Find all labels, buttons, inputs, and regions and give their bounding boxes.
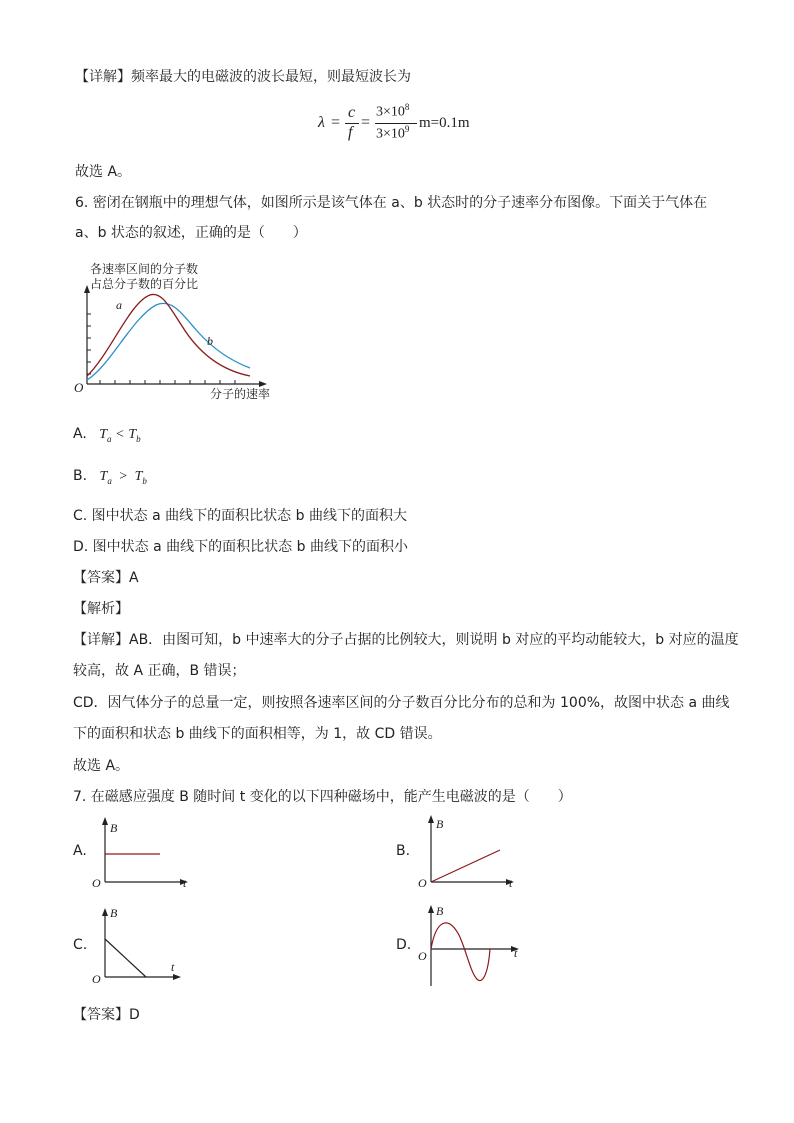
formula-eq2: = bbox=[361, 114, 371, 131]
svg-text:B: B bbox=[436, 904, 444, 918]
conclusion-1: 故选 A。 bbox=[75, 164, 132, 180]
formula-numerator: $3\times 10^8$ bbox=[376, 102, 410, 120]
q6-detail-line2: 较高，故 A 正确，B 错误； bbox=[73, 663, 246, 679]
q6-option-d: D. 图中状态 a 曲线下的面积比状态 b 曲线下的面积小 bbox=[73, 539, 408, 555]
formula-denominator: $3\times 10^9$ bbox=[376, 124, 410, 142]
svg-text:O: O bbox=[92, 876, 101, 890]
formula-eq1: = bbox=[331, 114, 341, 131]
q6-option-c: C. 图中状态 a 曲线下的面积比状态 b 曲线下的面积大 bbox=[73, 508, 407, 524]
wavelength-formula bbox=[318, 102, 488, 146]
svg-text:O: O bbox=[418, 949, 427, 963]
formula-c: c bbox=[348, 104, 356, 121]
q6-curve-b bbox=[87, 303, 250, 380]
q6-xlabel: 分子的速率 bbox=[210, 387, 271, 401]
q7-option-b-label: B. bbox=[396, 843, 411, 859]
svg-text:B: B bbox=[110, 906, 118, 920]
q6-origin: O bbox=[74, 380, 84, 395]
q7-graph-d bbox=[414, 900, 529, 990]
detail-text: 频率最大的电磁波的波长最短，则最短波长为 bbox=[131, 69, 411, 85]
q7-b-line bbox=[431, 850, 500, 882]
svg-text:t: t bbox=[509, 876, 513, 890]
q7-option-a-label: A. bbox=[73, 843, 87, 859]
q7-d-sine bbox=[431, 923, 490, 981]
q6-option-a: A. $T_a < T_b$ bbox=[73, 426, 141, 444]
q6-curve-b-label: b bbox=[207, 334, 213, 348]
q6-conclusion: 故选 A。 bbox=[73, 758, 130, 774]
q7-graph-c bbox=[88, 903, 198, 988]
q7-c-line bbox=[105, 939, 146, 977]
q7-graph-a bbox=[88, 812, 198, 892]
q6-option-b: B. $T_a > T_b$ bbox=[73, 468, 147, 486]
q7-stem: 7. 在磁感应强度 B 随时间 t 变化的以下四种磁场中，能产生电磁波的是（ ） bbox=[73, 789, 572, 805]
q6-detail-line4: 下的面积和状态 b 曲线下的面积相等，为 1，故 CD 错误。 bbox=[73, 726, 442, 742]
q6-stem-line2: a、b 状态的叙述，正确的是（ ） bbox=[75, 225, 307, 241]
q6-ylabel-1: 各速率区间的分子数 bbox=[90, 262, 199, 276]
q6-ticks bbox=[87, 314, 235, 384]
q6-detail-line1: 【详解】AB．由图可知，b 中速率大的分子占据的比例较大，则说明 b 对应的平均动能较大，b 对应的温度 bbox=[73, 632, 739, 648]
q6-answer: 【答案】A bbox=[73, 570, 139, 586]
q7-option-c-label: C. bbox=[73, 937, 88, 953]
q6-stem-line1: 6. 密闭在钢瓶中的理想气体，如图所示是该气体在 a、b 状态时的分子速率分布图像。下面关于气体在 bbox=[75, 195, 708, 211]
svg-text:O: O bbox=[92, 972, 101, 986]
q7-option-d-label: D. bbox=[396, 937, 412, 953]
detail-line bbox=[75, 66, 411, 86]
svg-text:t: t bbox=[183, 876, 187, 890]
q6-curve-a-label: a bbox=[116, 298, 122, 312]
svg-text:t: t bbox=[514, 946, 518, 960]
q6-distribution-graph bbox=[70, 258, 285, 403]
formula-lambda: λ bbox=[318, 114, 325, 131]
q7-graph-b bbox=[414, 810, 524, 890]
svg-text:t: t bbox=[171, 960, 175, 974]
q6-ylabel-2: 占总分子数的百分比 bbox=[90, 277, 199, 291]
q6-analysis-tag: 【解析】 bbox=[73, 601, 129, 617]
svg-text:B: B bbox=[436, 817, 444, 831]
formula-f: f bbox=[348, 124, 353, 141]
q6-curve-a bbox=[87, 294, 250, 376]
detail-tag: 【详解】 bbox=[75, 69, 131, 85]
formula-result: m=0.1m bbox=[419, 115, 470, 131]
svg-text:O: O bbox=[418, 876, 427, 890]
q7-answer: 【答案】D bbox=[73, 1007, 140, 1023]
svg-text:B: B bbox=[110, 821, 118, 835]
q6-detail-line3: CD．因气体分子的总量一定，则按照各速率区间的分子数百分比分布的总和为 100%，故图中状态 a 曲线 bbox=[73, 695, 730, 711]
